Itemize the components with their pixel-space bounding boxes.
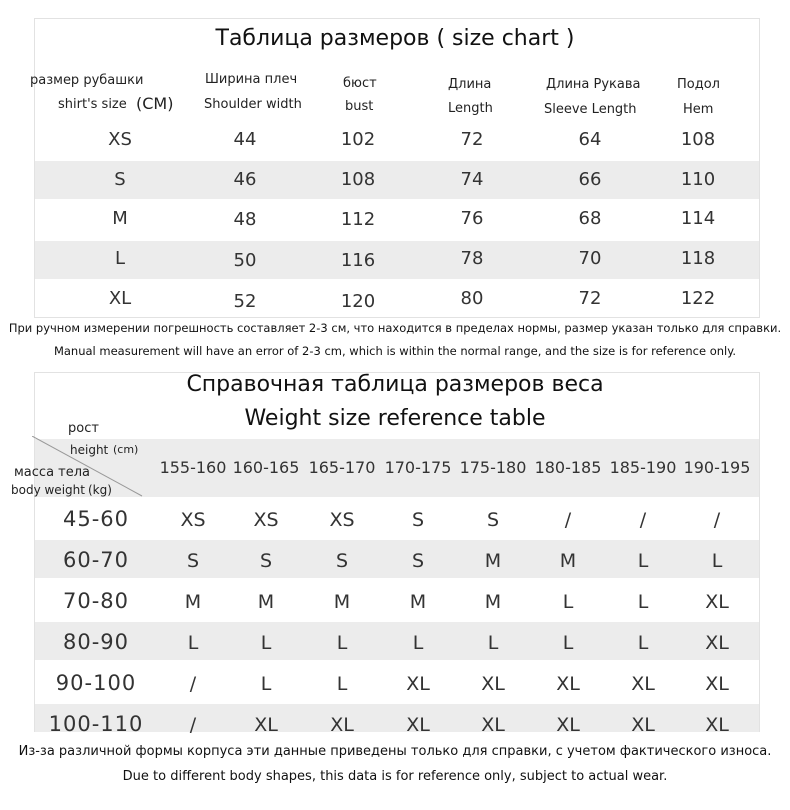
- size-recommendation: L: [562, 632, 574, 654]
- header-hem-en: Hem: [683, 102, 714, 117]
- size-recommendation: L: [637, 632, 649, 654]
- header-bust-en: bust: [345, 99, 374, 114]
- shoulder-value: 48: [233, 209, 257, 230]
- size-recommendation: XL: [481, 714, 505, 736]
- length-value: 78: [460, 248, 484, 269]
- size-recommendation: XL: [705, 591, 729, 613]
- size-recommendation: S: [411, 550, 425, 572]
- size-recommendation: S: [186, 550, 200, 572]
- bust-value: 112: [340, 209, 376, 230]
- corner-height-en: height: [70, 443, 109, 457]
- header-bust-ru: бюст: [343, 76, 377, 91]
- size-recommendation: XL: [631, 714, 655, 736]
- sleeve-value: 66: [578, 169, 602, 190]
- shoulder-value: 46: [233, 169, 257, 190]
- size-recommendation: XS: [180, 509, 206, 531]
- sleeve-value: 70: [578, 248, 602, 269]
- size-recommendation: /: [189, 714, 197, 736]
- size-recommendation: XL: [406, 673, 430, 695]
- corner-weight-unit: (kg): [88, 483, 112, 497]
- corner-weight-ru: масса тела: [14, 465, 91, 480]
- size-recommendation: M: [409, 591, 427, 613]
- header-length-en: Length: [448, 101, 493, 116]
- size-recommendation: XL: [406, 714, 430, 736]
- size-chart-title: Таблица размеров ( size chart ): [215, 26, 575, 51]
- header-sleeve-en: Sleeve Length: [544, 102, 637, 117]
- hem-value: 108: [680, 129, 716, 150]
- length-value: 74: [460, 169, 484, 190]
- size-recommendation: /: [713, 509, 721, 531]
- size-label: S: [114, 169, 126, 190]
- size-recommendation: XL: [705, 632, 729, 654]
- header-size-unit: (CM): [136, 94, 174, 113]
- size-recommendation: L: [637, 591, 649, 613]
- size-recommendation: L: [260, 673, 272, 695]
- sleeve-value: 72: [578, 288, 602, 309]
- weight-range-label: 100-110: [48, 712, 144, 736]
- size-recommendation: S: [486, 509, 500, 531]
- hem-value: 114: [680, 208, 716, 229]
- height-range: 185-190: [609, 458, 677, 477]
- size-recommendation: M: [484, 550, 502, 572]
- weight-range-label: 70-80: [62, 589, 130, 613]
- corner-height-ru: рост: [68, 421, 99, 436]
- size-label: M: [112, 208, 128, 229]
- body-shape-note-en: Due to different body shapes, this data is for reference only, subject to actual wear.: [122, 769, 668, 784]
- size-chart-panel: [34, 18, 760, 318]
- size-recommendation: M: [333, 591, 351, 613]
- size-recommendation: XL: [254, 714, 278, 736]
- length-value: 76: [460, 208, 484, 229]
- shoulder-value: 44: [233, 129, 257, 150]
- bust-value: 120: [340, 291, 376, 312]
- size-recommendation: L: [260, 632, 272, 654]
- height-range: 165-170: [308, 458, 376, 477]
- size-recommendation: L: [711, 550, 723, 572]
- weight-range-label: 60-70: [62, 548, 130, 572]
- corner-height-unit: (cm): [113, 443, 139, 456]
- size-recommendation: XL: [631, 673, 655, 695]
- header-shoulder-en: Shoulder width: [204, 97, 302, 112]
- hem-value: 122: [680, 288, 716, 309]
- height-range: 190-195: [683, 458, 751, 477]
- height-range: 170-175: [384, 458, 452, 477]
- weight-table-title-ru: Справочная таблица размеров веса: [186, 372, 604, 397]
- size-recommendation: S: [335, 550, 349, 572]
- size-recommendation: M: [257, 591, 275, 613]
- header-sleeve-ru: Длина Рукава: [546, 77, 641, 92]
- size-recommendation: XL: [556, 714, 580, 736]
- weight-range-label: 45-60: [62, 507, 130, 531]
- size-recommendation: XL: [481, 673, 505, 695]
- size-recommendation: /: [639, 509, 647, 531]
- size-label: L: [114, 248, 126, 269]
- size-recommendation: M: [559, 550, 577, 572]
- header-length-ru: Длина: [448, 77, 492, 92]
- size-recommendation: L: [562, 591, 574, 613]
- measurement-note-en: Manual measurement will have an error of 2-3 cm, which is within the normal range, and the size is for reference only.: [53, 344, 737, 358]
- height-range: 175-180: [459, 458, 527, 477]
- size-recommendation: M: [184, 591, 202, 613]
- size-recommendation: L: [412, 632, 424, 654]
- body-shape-note-ru: Из-за различной формы корпуса эти данные приведены только для справки, с учетом фактического износа.: [18, 744, 772, 759]
- hem-value: 110: [680, 169, 716, 190]
- shoulder-value: 50: [233, 250, 257, 271]
- size-recommendation: XL: [330, 714, 354, 736]
- size-label: XS: [108, 129, 132, 150]
- shoulder-value: 52: [233, 291, 257, 312]
- length-value: 72: [460, 129, 484, 150]
- bust-value: 102: [340, 129, 376, 150]
- size-recommendation: XS: [253, 509, 279, 531]
- header-shoulder-ru: Ширина плеч: [205, 72, 298, 87]
- size-recommendation: XL: [556, 673, 580, 695]
- header-hem-ru: Подол: [677, 77, 720, 92]
- size-recommendation: /: [189, 673, 197, 695]
- weight-table-title-en: Weight size reference table: [244, 406, 546, 431]
- corner-weight-en: body weight: [11, 483, 85, 497]
- header-size-ru: размер рубашки: [30, 73, 144, 88]
- sleeve-value: 64: [578, 129, 602, 150]
- size-label: XL: [108, 288, 132, 309]
- height-range: 180-185: [534, 458, 602, 477]
- size-recommendation: /: [564, 509, 572, 531]
- height-range: 155-160: [159, 458, 227, 477]
- bust-value: 116: [340, 250, 376, 271]
- size-recommendation: L: [637, 550, 649, 572]
- size-recommendation: L: [187, 632, 199, 654]
- size-recommendation: XL: [705, 673, 729, 695]
- size-recommendation: S: [411, 509, 425, 531]
- size-recommendation: XS: [329, 509, 355, 531]
- length-value: 80: [460, 288, 484, 309]
- weight-range-label: 90-100: [55, 671, 137, 695]
- size-recommendation: M: [484, 591, 502, 613]
- size-recommendation: L: [336, 632, 348, 654]
- size-recommendation: L: [336, 673, 348, 695]
- weight-range-label: 80-90: [62, 630, 130, 654]
- size-recommendation: S: [259, 550, 273, 572]
- measurement-note-ru: При ручном измерении погрешность составляет 2-3 см, что находится в пределах нормы, размер указан только для справки.: [8, 321, 782, 335]
- header-size-en: shirt's size: [58, 97, 127, 112]
- height-range: 160-165: [232, 458, 300, 477]
- sleeve-value: 68: [578, 208, 602, 229]
- bust-value: 108: [340, 169, 376, 190]
- size-recommendation: L: [487, 632, 499, 654]
- size-recommendation: XL: [705, 714, 729, 736]
- hem-value: 118: [680, 248, 716, 269]
